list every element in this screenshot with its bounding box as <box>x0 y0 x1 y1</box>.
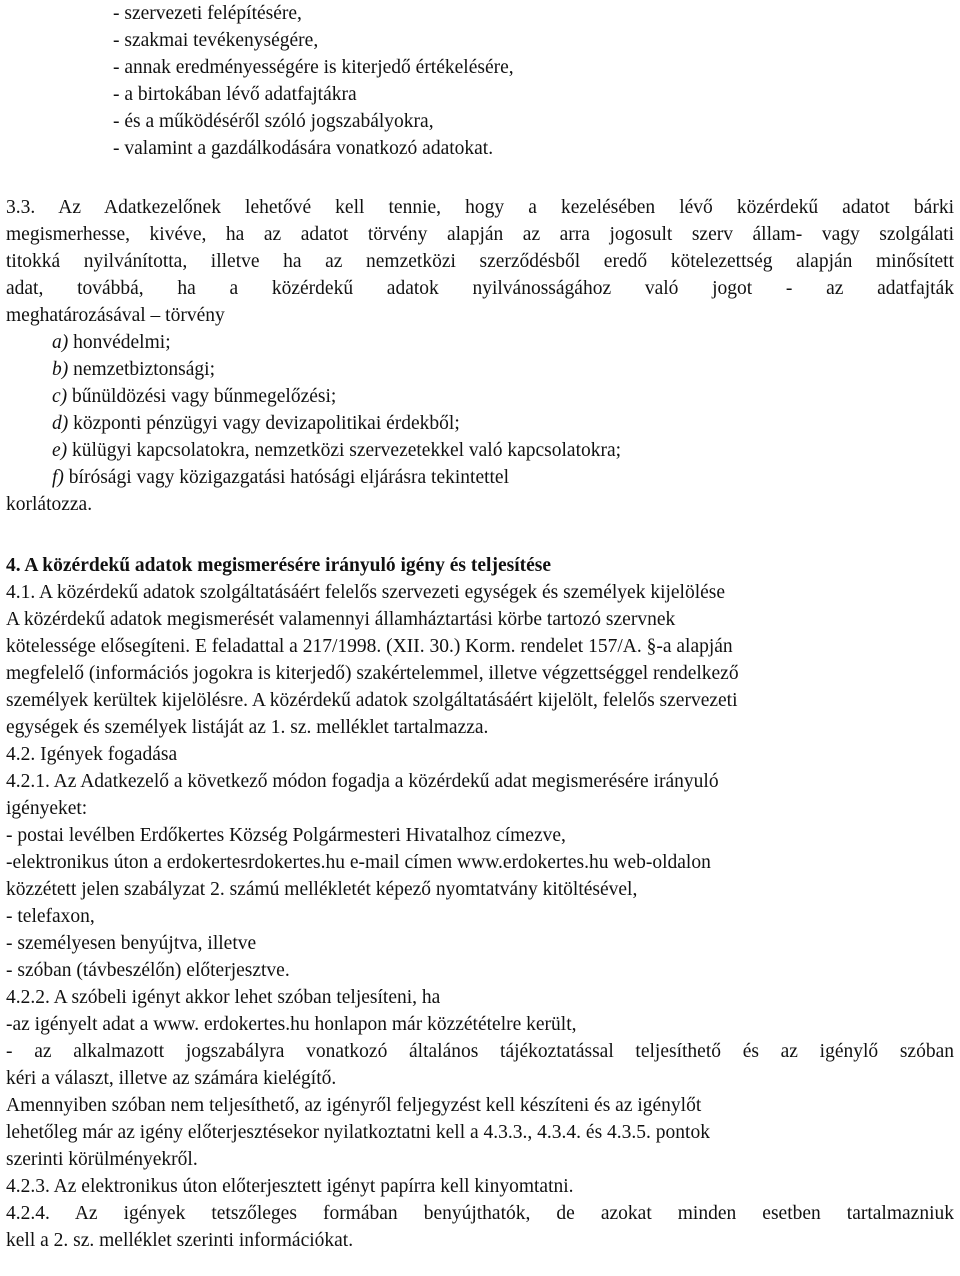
paragraph-line: megismerhesse, kivéve, ha az adatot törvény alapján az arra jogosult szerv állam- vagy szolgálati <box>6 224 954 245</box>
list-item: -elektronikus úton a erdokertesrdokertes.hu e-mail címen www.erdokertes.hu web-oldalon <box>6 852 711 873</box>
restriction-item <box>52 465 952 491</box>
item-text: külügyi kapcsolatokra, nemzetközi szervezetekkel való kapcsolatokra; <box>67 440 622 461</box>
paragraph-line: 3.3. Az Adatkezelőnek lehetővé kell tennie, hogy a kezelésében lévő közérdekű adatot bárki <box>6 197 954 218</box>
list-item: - telefaxon, <box>6 906 95 927</box>
paragraph-line: megfelelő (információs jogokra is kiterjedő) szakértelemmel, illetve végzettséggel rendelkező <box>6 663 739 684</box>
subsection-title: 4.2. Igények fogadása <box>6 744 178 765</box>
item-text: bírósági vagy közigazgatási hatósági eljárásra tekintettel <box>63 467 510 488</box>
item-text: honvédelmi; <box>68 332 171 353</box>
paragraph-line: meghatározásával – törvény <box>6 305 225 326</box>
restriction-item <box>52 411 952 437</box>
list-item: - annak eredményességére is kiterjedő értékelésére, <box>113 57 514 78</box>
item-text: nemzetbiztonsági; <box>68 359 215 380</box>
item-label: f) <box>52 467 64 488</box>
list-item: - valamint a gazdálkodására vonatkozó adatokat. <box>113 138 494 159</box>
list-item: - személyesen benyújtva, illetve <box>6 933 257 954</box>
paragraph-line: A közérdekű adatok megismerését valamennyi államháztartási körbe tartozó szervnek <box>6 609 676 630</box>
item-label: b) <box>52 359 69 380</box>
restriction-item <box>52 357 952 383</box>
list-item: - az alkalmazott jogszabályra vonatkozó általános tájékoztatással teljesíthető és az igénylő szóban <box>6 1041 954 1062</box>
paragraph-line: adat, továbbá, ha a közérdekű adatok nyilvánosságához való jogot - az adatfajták <box>6 278 954 299</box>
paragraph-line: kell a 2. sz. melléklet szerinti információkat. <box>6 1230 354 1251</box>
paragraph-line: korlátozza. <box>6 494 93 515</box>
restriction-item <box>52 330 952 356</box>
list-item: - és a működéséről szóló jogszabályokra, <box>113 111 434 132</box>
list-item: - a birtokában lévő adatfajtákra <box>113 84 357 105</box>
paragraph-line: 4.2.1. Az Adatkezelő a következő módon fogadja a közérdekű adat megismerésére irányuló <box>6 771 719 792</box>
paragraph-line: 4.2.4. Az igények tetszőleges formában benyújthatók, de azokat minden esetben tartalmazniuk <box>6 1203 954 1224</box>
paragraph-line: egységek és személyek listáját az 1. sz. melléklet tartalmazza. <box>6 717 489 738</box>
item-label: d) <box>52 413 69 434</box>
restriction-item <box>52 438 952 464</box>
paragraph-line: kéri a választ, illetve az számára kielégítő. <box>6 1068 337 1089</box>
paragraph-line: közzétett jelen szabályzat 2. számú mellékletét képező nyomtatvány kitöltésével, <box>6 879 638 900</box>
list-item: - szakmai tevékenységére, <box>113 30 319 51</box>
list-item: - szóban (távbeszélőn) előterjesztve. <box>6 960 290 981</box>
item-label: c) <box>52 386 68 407</box>
paragraph-line: személyek kerültek kijelölésre. A közérdekű adatok szolgáltatásáért kijelölt, felelős szervezeti <box>6 690 738 711</box>
paragraph-line: Amennyiben szóban nem teljesíthető, az igényről feljegyzést kell készíteni és az igénylőt <box>6 1095 702 1116</box>
item-label: e) <box>52 440 68 461</box>
section-heading: 4. A közérdekű adatok megismerésére irányuló igény és teljesítése <box>6 555 552 576</box>
paragraph-line: 4.2.2. A szóbeli igényt akkor lehet szóban teljesíteni, ha <box>6 987 441 1008</box>
item-text: bűnüldözési vagy bűnmegelőzési; <box>67 386 337 407</box>
list-item: - szervezeti felépítésére, <box>113 3 302 24</box>
paragraph-line: kötelessége elősegíteni. E feladattal a 217/1998. (XII. 30.) Korm. rendelet 157/A. §-a alapján <box>6 636 733 657</box>
paragraph-line: 4.1. A közérdekű adatok szolgáltatásáért felelős szervezeti egységek és személyek kijelölése <box>6 582 726 603</box>
paragraph-line: szerinti körülményekről. <box>6 1149 198 1170</box>
paragraph-line: titokká nyilvánította, illetve ha az nemzetközi szerződésből eredő kötelezettség alapján minősített <box>6 251 954 272</box>
list-item: -az igényelt adat a www. erdokertes.hu honlapon már közzétételre került, <box>6 1014 577 1035</box>
paragraph-line: 4.2.3. Az elektronikus úton előterjesztett igényt papírra kell kinyomtatni. <box>6 1176 574 1197</box>
item-text: központi pénzügyi vagy devizapolitikai érdekből; <box>68 413 460 434</box>
list-item: - postai levélben Erdőkertes Község Polgármesteri Hivatalhoz címezve, <box>6 825 566 846</box>
item-label: a) <box>52 332 69 353</box>
restriction-item <box>52 384 952 410</box>
paragraph-line: lehetőleg már az igény előterjesztésekor nyilatkoztatni kell a 4.3.3., 4.3.4. és 4.3.5. pontok <box>6 1122 710 1143</box>
paragraph-line: igényeket: <box>6 798 88 819</box>
